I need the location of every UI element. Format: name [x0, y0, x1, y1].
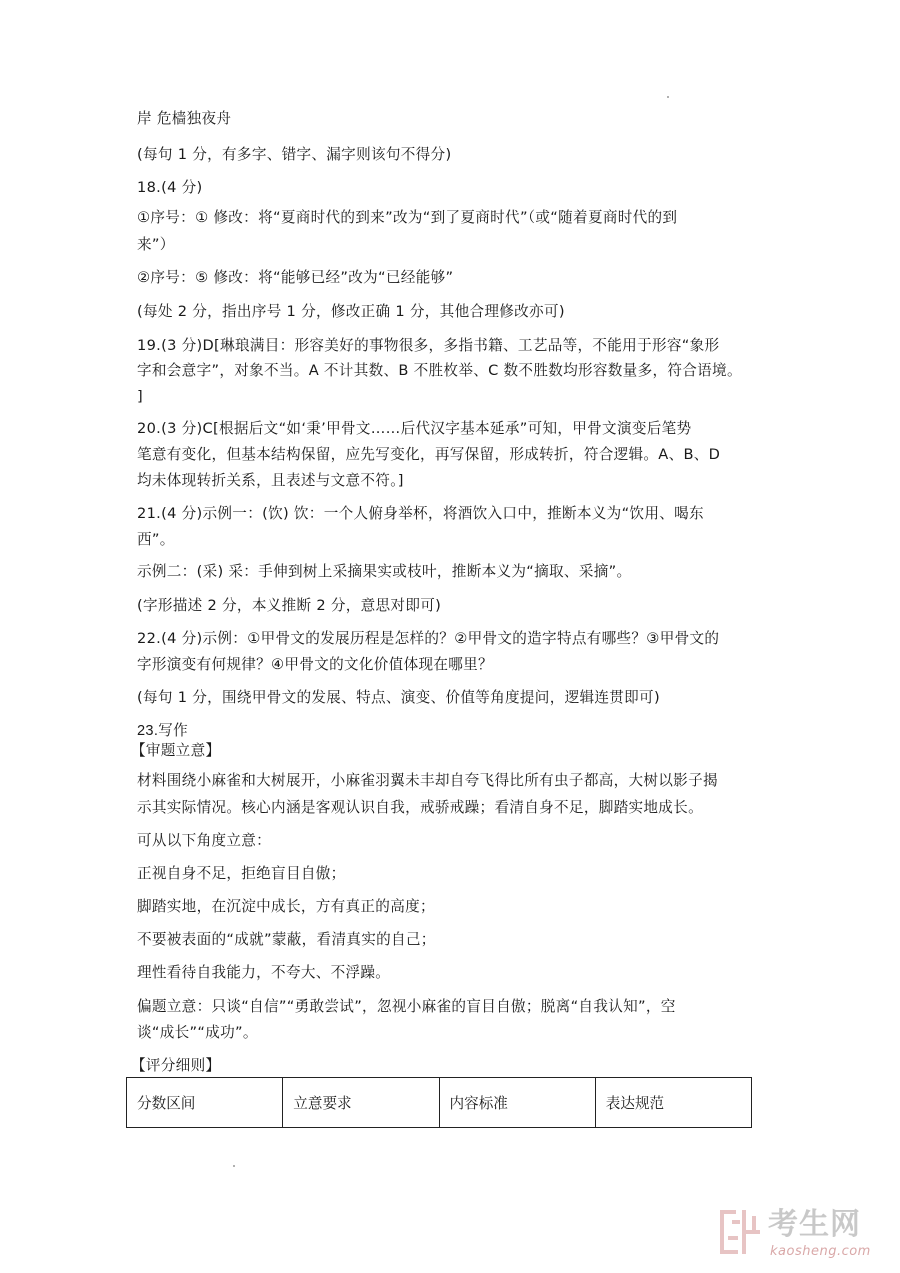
text-line: 字形演变有何规律？④甲骨文的文化价值体现在哪里？ [137, 656, 493, 673]
text-line: ] [137, 388, 143, 405]
text-line: ②序号：⑤ 修改：将“能够已经”改为“已经能够” [137, 269, 454, 286]
text-line: (每句 1 分，围绕甲骨文的发展、特点、演变、价值等角度提问，逻辑连贯即可) [137, 689, 660, 706]
text-line: 材料围绕小麻雀和大树展开，小麻雀羽翼未丰却自夸飞得比所有虫子都高，大树以影子揭 [137, 772, 718, 789]
scan-speck [233, 1165, 235, 1167]
text-line: 均未体现转折关系，且表述与文意不符。] [137, 472, 404, 489]
text-line: 可从以下角度立意： [137, 832, 272, 849]
text-line: 脚踏实地，在沉淀中成长，方有真正的高度； [137, 898, 435, 915]
text-line: (每处 2 分，指出序号 1 分，修改正确 1 分，其他合理修改亦可) [137, 303, 565, 320]
text-line: 谈“成长”“成功”。 [137, 1024, 258, 1041]
text-line: 笔意有变化，但基本结构保留，应先写变化，再写保留，形成转折，符合逻辑。A、B、D [137, 446, 721, 463]
text-line: 理性看待自我能力，不夸大、不浮躁。 [137, 964, 391, 981]
text-line: 岸 危樯独夜舟 [137, 110, 232, 127]
scoring-table [126, 1077, 752, 1128]
text-line: 示例二：(采) 采：手伸到树上采摘果实或枝叶，推断本义为“摘取、采摘”。 [137, 563, 632, 580]
table-header-cell: 内容标准 [439, 1078, 595, 1128]
text-line: 【评分细则】 [131, 1057, 221, 1074]
table-header-row [127, 1078, 752, 1128]
text-line: 18.(4 分) [137, 179, 203, 196]
table-header-cell: 分数区间 [127, 1078, 283, 1128]
table-header-cell: 表达规范 [595, 1078, 751, 1128]
table-header-cell: 立意要求 [283, 1078, 439, 1128]
text-line: 西”。 [137, 531, 175, 548]
text-line: 不要被表面的“成就”蒙蔽，看清真实的自己； [137, 931, 436, 948]
text-line: 21.(4 分)示例一：(饮) 饮：一个人俯身举杯，将酒饮入口中，推断本义为“饮用、喝东 [137, 505, 704, 522]
text-line: 22.(4 分)示例：①甲骨文的发展历程是怎样的？②甲骨文的造字特点有哪些？③甲骨文的 [137, 630, 720, 647]
text-line: (每句 1 分，有多字、错字、漏字则该句不得分) [137, 146, 452, 163]
text-line: 示其实际情况。核心内涵是客观认识自我，戒骄戒躁；看清自身不足，脚踏实地成长。 [137, 799, 703, 816]
text-line: 【审题立意】 [131, 742, 221, 759]
text-line: 字和会意字”，对象不当。A 不计其数、B 不胜枚举、C 数不胜数均形容数量多，符合语境。 [137, 362, 742, 379]
watermark-text: 考生网 [768, 1207, 861, 1242]
scan-speck [667, 96, 669, 98]
text-line: 19.(3 分)D[琳琅满目：形容美好的事物很多，多指书籍、工艺品等，不能用于形容“象形 [137, 337, 720, 354]
text-line: 正视自身不足，拒绝盲目自傲； [137, 865, 346, 882]
text-line: (字形描述 2 分，本义推断 2 分，意思对即可) [137, 597, 442, 614]
text-line: ①序号：① 修改：将“夏商时代的到来”改为“到了夏商时代”（或“随着夏商时代的到 [137, 209, 678, 226]
text-line: 偏题立意：只谈“自信”“勇敢尝试”，忽视小麻雀的盲目自傲；脱离“自我认知”，空 [137, 998, 676, 1015]
text-line: 23.写作 [137, 723, 188, 739]
watermark-url: kaosheng.com [770, 1244, 871, 1259]
text-line: 20.(3 分)C[根据后文“如‘秉’甲骨文……后代汉字基本延承”可知，甲骨文演变后笔势 [137, 420, 692, 437]
text-line: 来”） [137, 236, 175, 253]
